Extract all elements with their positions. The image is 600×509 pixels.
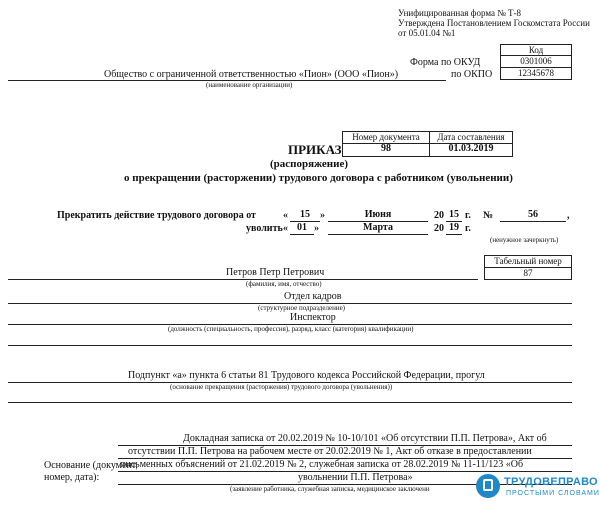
- employee-name-caption: (фамилия, имя, отчество): [246, 280, 322, 288]
- okud-label: Форма по ОКУД: [410, 57, 481, 68]
- termination-month: Июня: [328, 209, 428, 222]
- okpo-value: 12345678: [500, 67, 572, 80]
- tab-number-header: Табельный номер: [484, 255, 572, 268]
- employee-position: Инспектор: [290, 312, 336, 323]
- termination-year-suffix: г.: [465, 210, 471, 221]
- termination-number-sign: №: [483, 210, 494, 221]
- document-line-4: увольнении П.П. Петрова»: [298, 472, 413, 483]
- termination-day-open: «: [283, 210, 288, 221]
- document-label-2: номер, дата):: [44, 472, 100, 483]
- document-line-2: отсутствии П.П. Петрова на рабочем месте от 20.02.2019 № 1, Акт об отказе в предоставлении: [128, 446, 532, 457]
- document-label-1: Основание (документ,: [44, 460, 138, 471]
- termination-prefix: Прекратить действие трудового договора от: [57, 210, 256, 221]
- position-extra-line: [8, 345, 572, 346]
- document-logo-icon: [476, 474, 500, 498]
- basis-caption: (основание прекращения (расторжения) трудового договора (увольнения)): [170, 383, 393, 391]
- employee-name-underline: [8, 279, 478, 280]
- watermark-subtitle: ПРОСТЫМИ СЛОВАМИ: [506, 490, 600, 497]
- order-description: о прекращении (расторжении) трудового договора с работником (увольнении): [124, 172, 513, 184]
- doc-date-value: 01.03.2019: [429, 143, 513, 157]
- dismiss-day-close: »: [314, 223, 319, 234]
- okpo-label: по ОКПО: [451, 69, 493, 80]
- document-line-1: Докладная записка от 20.02.2019 № 10-10/101 «Об отсутствии П.П. Петрова», Акт об: [183, 433, 547, 444]
- dismiss-prefix: уволить: [246, 223, 283, 234]
- order-subtitle: (распоряжение): [270, 158, 349, 170]
- okud-value: 0301006: [500, 55, 572, 68]
- form-line-3: от 05.01.04 №1: [398, 28, 456, 38]
- basis-text: Подпункт «а» пункта 6 статьи 81 Трудового кодекса Российской Федерации, прогул: [128, 370, 485, 381]
- employee-department: Отдел кадров: [284, 291, 342, 302]
- doc-date-header: Дата составления: [429, 131, 513, 144]
- document-caption: (заявление работника, служебная записка, медицинское заключени: [230, 485, 430, 493]
- strike-note: (ненужное зачеркнуть): [490, 236, 559, 244]
- form-line-2: Утверждена Постановлением Госкомстата России: [398, 18, 590, 28]
- tab-number-value: 87: [484, 267, 572, 280]
- dismiss-year: 19: [446, 222, 462, 235]
- dismiss-year-prefix: 20: [434, 223, 444, 234]
- dismiss-month: Марта: [328, 222, 428, 235]
- order-title: ПРИКАЗ: [288, 142, 342, 157]
- doc-number-header: Номер документа: [342, 131, 430, 144]
- termination-number: 56: [500, 209, 566, 222]
- dismiss-year-suffix: г.: [465, 223, 471, 234]
- termination-comma: ,: [567, 210, 570, 221]
- termination-day: 15: [290, 209, 320, 222]
- employee-name: Петров Петр Петрович: [226, 267, 325, 278]
- dismiss-day: 01: [290, 222, 314, 235]
- dismiss-day-open: «: [283, 223, 288, 234]
- form-line-1: Унифицированная форма № Т-8: [398, 8, 522, 18]
- organization-caption: (наименование организации): [206, 81, 293, 89]
- document-line-3: письменных объяснений от 21.02.2019 № 2, служебная записка от 28.02.2019 № 11-11/123 «Об: [120, 459, 524, 470]
- watermark-title: ТРУДОВЕПРАВО: [504, 476, 598, 488]
- kod-header: Код: [500, 44, 572, 56]
- organization-name: Общество с ограниченной ответственностью «Пион» (ООО «Пион»): [104, 69, 399, 80]
- basis-extra-line: [8, 402, 572, 403]
- position-caption: (должность (специальность, профессия), разряд, класс (категория) квалификации): [168, 325, 414, 333]
- termination-year: 15: [446, 209, 462, 222]
- termination-year-prefix: 20: [434, 210, 444, 221]
- termination-day-close: »: [320, 210, 325, 221]
- department-caption: (структурное подразделение): [258, 304, 346, 312]
- doc-number-value: 98: [342, 143, 430, 157]
